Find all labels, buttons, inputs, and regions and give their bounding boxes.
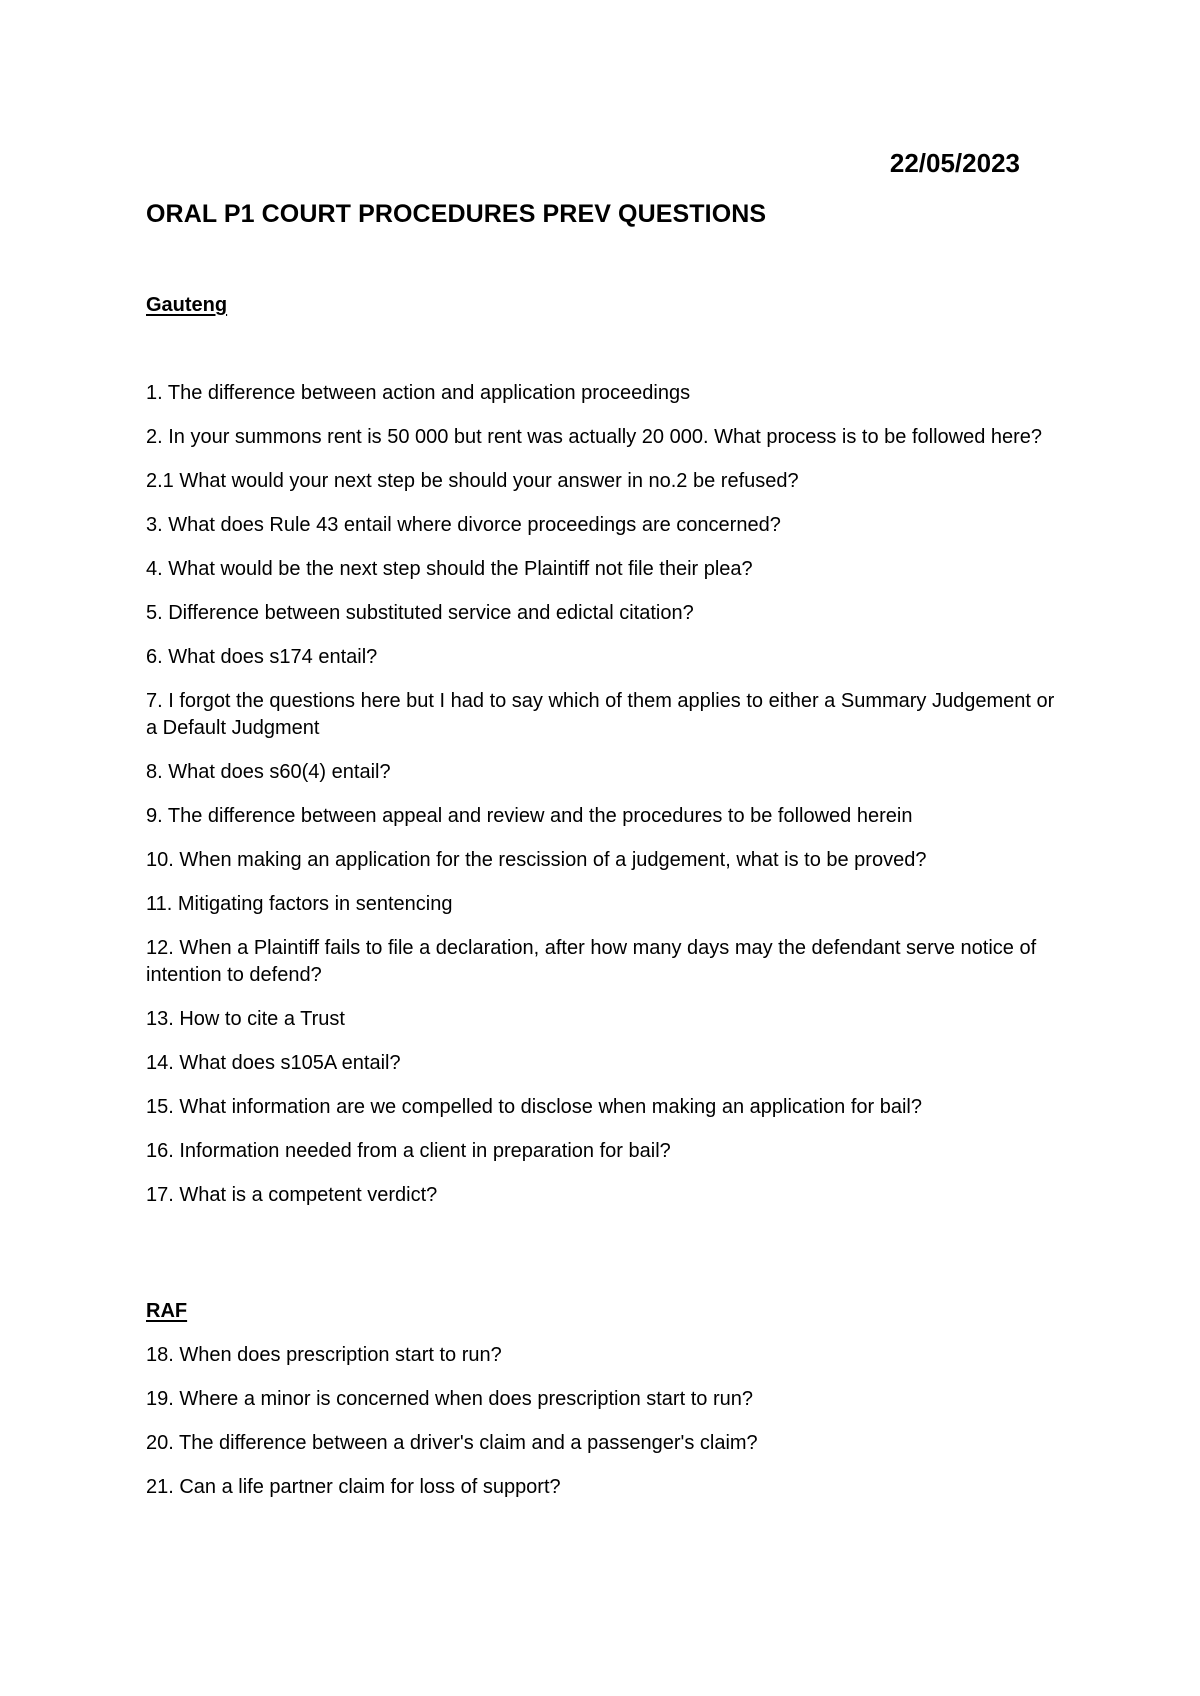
question-item: 15. What information are we compelled to disclose when making an application for bail? [146, 1096, 922, 1118]
section-heading-raf: RAF [146, 1300, 188, 1322]
question-item: 19. Where a minor is concerned when does prescription start to run? [146, 1388, 753, 1410]
question-item: 6. What does s174 entail? [146, 646, 378, 668]
question-item: 20. The difference between a driver's claim and a passenger's claim? [146, 1432, 758, 1454]
question-item: 13. How to cite a Trust [146, 1008, 345, 1030]
question-item: 12. When a Plaintiff fails to file a declaration, after how many days may the defendant serve notice of intention to defend? [146, 937, 1037, 986]
question-item: 18. When does prescription start to run? [146, 1344, 502, 1366]
question-item: 8. What does s60(4) entail? [146, 761, 391, 783]
question-item: 9. The difference between appeal and review and the procedures to be followed herein [146, 805, 913, 827]
question-list-raf [146, 1342, 1066, 1518]
section-heading-gauteng: Gauteng [146, 294, 228, 316]
question-item: 10. When making an application for the rescission of a judgement, what is to be proved? [146, 849, 927, 871]
question-item: 11. Mitigating factors in sentencing [146, 893, 453, 915]
question-item: 16. Information needed from a client in preparation for bail? [146, 1140, 671, 1162]
question-item: 17. What is a competent verdict? [146, 1184, 438, 1206]
question-item: 7. I forgot the questions here but I had to say which of them applies to either a Summary Judgement or a Default Judgment [146, 690, 1055, 739]
question-item: 3. What does Rule 43 entail where divorce proceedings are concerned? [146, 514, 781, 536]
question-list-gauteng [146, 380, 1066, 1226]
question-item: 21. Can a life partner claim for loss of support? [146, 1476, 561, 1498]
question-item: 1. The difference between action and application proceedings [146, 382, 691, 404]
question-item: 2. In your summons rent is 50 000 but rent was actually 20 000. What process is to be followed here? [146, 426, 1043, 448]
question-item: 2.1 What would your next step be should your answer in no.2 be refused? [146, 470, 799, 492]
document-date: 22/05/2023 [889, 148, 1020, 178]
question-item: 4. What would be the next step should the Plaintiff not file their plea? [146, 558, 753, 580]
document-title: ORAL P1 COURT PROCEDURES PREV QUESTIONS [146, 200, 767, 228]
question-item: 5. Difference between substituted service and edictal citation? [146, 602, 694, 624]
question-item: 14. What does s105A entail? [146, 1052, 401, 1074]
